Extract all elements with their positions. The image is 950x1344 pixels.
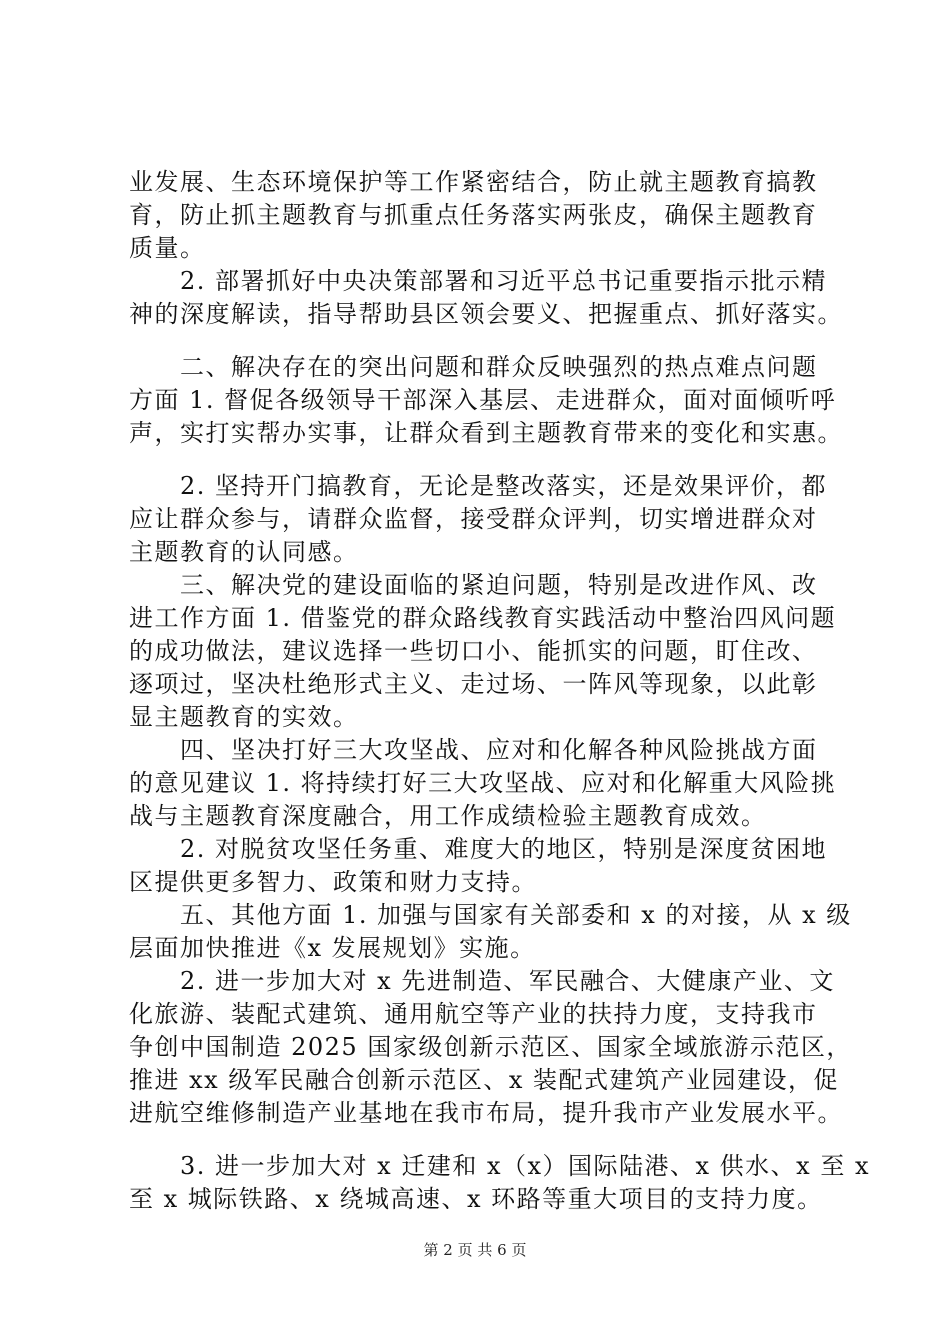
document-body [129,166,871,1216]
text-line: 五、其他方面 1. 加强与国家有关部委和 x 的对接，从 x 级 [129,901,852,929]
text-line: 2. 进一步加大对 x 先进制造、军民融合、大健康产业、文 [129,967,835,995]
text-line: 2. 坚持开门搞教育，无论是整改落实，还是效果评价，都 [129,472,828,500]
text-line: 2. 对脱贫攻坚任务重、难度大的地区，特别是深度贫困地 [129,835,828,863]
paragraph-gap [129,331,849,351]
text-line: 进工作方面 1. 借鉴党的群众路线教育实践活动中整治四风问题 [129,604,837,632]
text-line: 主题教育的认同感。 [129,538,359,566]
text-line: 声，实打实帮办实事，让群众看到主题教育带来的变化和实惠。 [129,419,843,447]
page-number-footer: 第 2 页 共 6 页 [423,1241,527,1259]
paragraph-gap [129,450,849,470]
text-line: 应让群众参与，请群众监督，接受群众评判，切实增进群众对 [129,505,818,533]
text-line: 显主题教育的实效。 [129,703,359,731]
text-line: 育，防止抓主题教育与抓重点任务落实两张皮，确保主题教育 [129,201,818,229]
text-line: 化旅游、装配式建筑、通用航空等产业的扶持力度，支持我市 [129,1000,818,1028]
text-line: 争创中国制造 2025 国家级创新示范区、国家全域旅游示范区， [129,1033,852,1061]
text-line: 神的深度解读，指导帮助县区领会要义、把握重点、抓好落实。 [129,300,843,328]
text-line: 的意见建议 1. 将持续打好三大攻坚战、应对和化解重大风险挑 [129,769,837,797]
text-line: 战与主题教育深度融合，用工作成绩检验主题教育成效。 [129,802,767,830]
text-line: 3. 进一步加大对 x 迁建和 x（x）国际陆港、x 供水、x 至 x [129,1152,871,1180]
text-line: 四、坚决打好三大攻坚战、应对和化解各种风险挑战方面 [129,736,818,764]
text-line: 进航空维修制造产业基地在我市布局，提升我市产业发展水平。 [129,1099,843,1127]
text-line: 区提供更多智力、政策和财力支持。 [129,868,537,896]
text-line: 质量。 [129,234,206,262]
text-line: 推进 xx 级军民融合创新示范区、x 装配式建筑产业园建设，促 [129,1066,839,1094]
text-line: 三、解决党的建设面临的紧迫问题，特别是改进作风、改 [129,571,818,599]
text-line: 逐项过，坚决杜绝形式主义、走过场、一阵风等现象，以此彰 [129,670,818,698]
text-line: 的成功做法，建议选择一些切口小、能抓实的问题，盯住改、 [129,637,818,665]
paragraph-gap [129,1130,849,1150]
text-line: 二、解决存在的突出问题和群众反映强烈的热点难点问题 [129,353,818,381]
text-line: 层面加快推进《x 发展规划》实施。 [129,934,536,962]
text-line: 2. 部署抓好中央决策部署和习近平总书记重要指示批示精 [129,267,828,295]
text-line: 方面 1. 督促各级领导干部深入基层、走进群众，面对面倾听呼 [129,386,837,414]
text-line: 至 x 城际铁路、x 绕城高速、x 环路等重大项目的支持力度。 [129,1185,823,1213]
text-line: 业发展、生态环境保护等工作紧密结合，防止就主题教育搞教 [129,168,818,196]
